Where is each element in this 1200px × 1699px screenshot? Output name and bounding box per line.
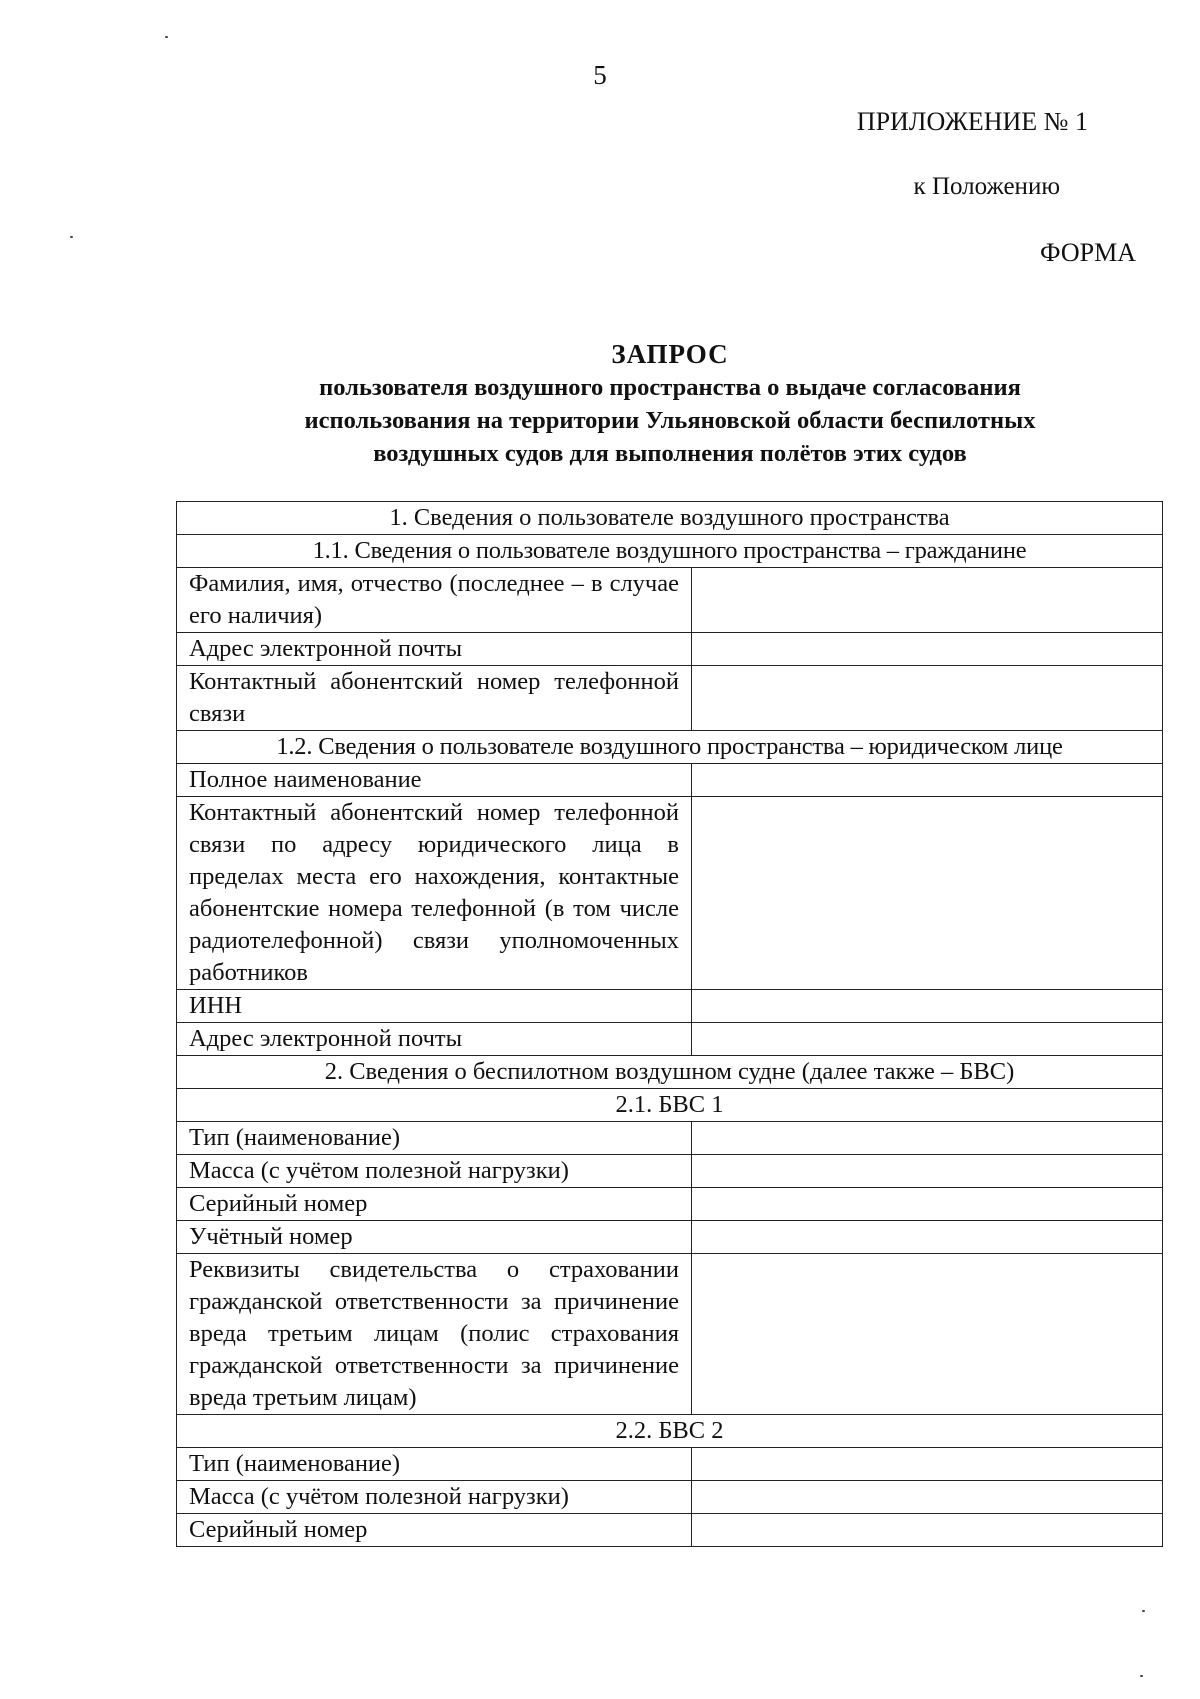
form-row (177, 1188, 1163, 1221)
subsection-heading: 2.1. БВС 1 (177, 1089, 1163, 1122)
field-label: Адрес электронной почты (177, 1023, 692, 1056)
field-label: Контактный абонентский номер телефонной связи по адресу юридического лица в пределах места его нахождения, контактные абонентские номера телефонной (в том числе радиотелефонной) связи уполномоченных работников (177, 797, 692, 990)
form-row (177, 1221, 1163, 1254)
uav1-mass-value-cell[interactable] (692, 1155, 1163, 1188)
to-regulation-label: к Положению (913, 173, 1060, 200)
section-heading: 1. Сведения о пользователе воздушного пространства (177, 502, 1163, 535)
title-line-3: воздушных судов для выполнения полётов этих судов (373, 440, 967, 467)
appendix-label: ПРИЛОЖЕНИЕ № 1 (856, 107, 1088, 136)
form-row (177, 1514, 1163, 1547)
field-label: Учётный номер (177, 1221, 692, 1254)
uav1-insurance-value-cell[interactable] (692, 1254, 1163, 1415)
uav1-registration-value-cell[interactable] (692, 1221, 1163, 1254)
uav2-serial-value-cell[interactable] (692, 1514, 1163, 1547)
field-label: Серийный номер (177, 1514, 692, 1547)
legal-phone-value-cell[interactable] (692, 797, 1163, 990)
form-row (177, 633, 1163, 666)
subsection-row (177, 1089, 1163, 1122)
email-value-cell[interactable] (692, 633, 1163, 666)
subsection-row (177, 535, 1163, 568)
title-main: ЗАПРОС (611, 339, 729, 369)
form-row (177, 1448, 1163, 1481)
form-row (177, 1023, 1163, 1056)
field-label: Масса (с учётом полезной нагрузки) (177, 1481, 692, 1514)
subsection-heading: 1.2. Сведения о пользователе воздушного пространства – юридическом лице (177, 731, 1163, 764)
section-heading: 2. Сведения о беспилотном воздушном судне (далее также – БВС) (177, 1056, 1163, 1089)
subsection-row (177, 1415, 1163, 1448)
subsection-row (177, 731, 1163, 764)
section-row (177, 1056, 1163, 1089)
scan-speck (1140, 1675, 1143, 1677)
legal-email-value-cell[interactable] (692, 1023, 1163, 1056)
uav1-type-value-cell[interactable] (692, 1122, 1163, 1155)
document-title (160, 338, 1180, 470)
phone-value-cell[interactable] (692, 666, 1163, 731)
field-label: Адрес электронной почты (177, 633, 692, 666)
uav2-type-value-cell[interactable] (692, 1448, 1163, 1481)
form-row (177, 1155, 1163, 1188)
field-label: Полное наименование (177, 764, 692, 797)
uav1-serial-value-cell[interactable] (692, 1188, 1163, 1221)
form-label: ФОРМА (1040, 238, 1136, 267)
form-row (177, 1481, 1163, 1514)
form-row (177, 764, 1163, 797)
request-form-table (176, 501, 1163, 1547)
form-row (177, 990, 1163, 1023)
subsection-heading: 1.1. Сведения о пользователе воздушного пространства – гражданине (177, 535, 1163, 568)
title-line-2: использования на территории Ульяновской области беспилотных (304, 407, 1036, 434)
fio-value-cell[interactable] (692, 568, 1163, 633)
section-row (177, 502, 1163, 535)
page-number: 5 (593, 60, 607, 90)
field-label: Контактный абонентский номер телефонной связи (177, 666, 692, 731)
inn-value-cell[interactable] (692, 990, 1163, 1023)
field-label: ИНН (177, 990, 692, 1023)
full-name-value-cell[interactable] (692, 764, 1163, 797)
subsection-heading: 2.2. БВС 2 (177, 1415, 1163, 1448)
form-row (177, 1254, 1163, 1415)
field-label: Тип (наименование) (177, 1122, 692, 1155)
form-row (177, 666, 1163, 731)
scan-speck (1142, 1610, 1145, 1612)
form-row (177, 797, 1163, 990)
field-label: Фамилия, имя, отчество (последнее – в случае его наличия) (177, 568, 692, 633)
uav2-mass-value-cell[interactable] (692, 1481, 1163, 1514)
form-row (177, 568, 1163, 633)
field-label: Масса (с учётом полезной нагрузки) (177, 1155, 692, 1188)
title-line-1: пользователя воздушного пространства о выдаче согласования (319, 374, 1021, 401)
field-label: Реквизиты свидетельства о страховании гражданской ответственности за причинение вреда третьим лицам (полис страхования гражданской ответственности за причинение вреда третьим лицам) (177, 1254, 692, 1415)
scan-speck (70, 236, 73, 238)
field-label: Серийный номер (177, 1188, 692, 1221)
scan-speck (165, 36, 168, 38)
field-label: Тип (наименование) (177, 1448, 692, 1481)
form-row (177, 1122, 1163, 1155)
